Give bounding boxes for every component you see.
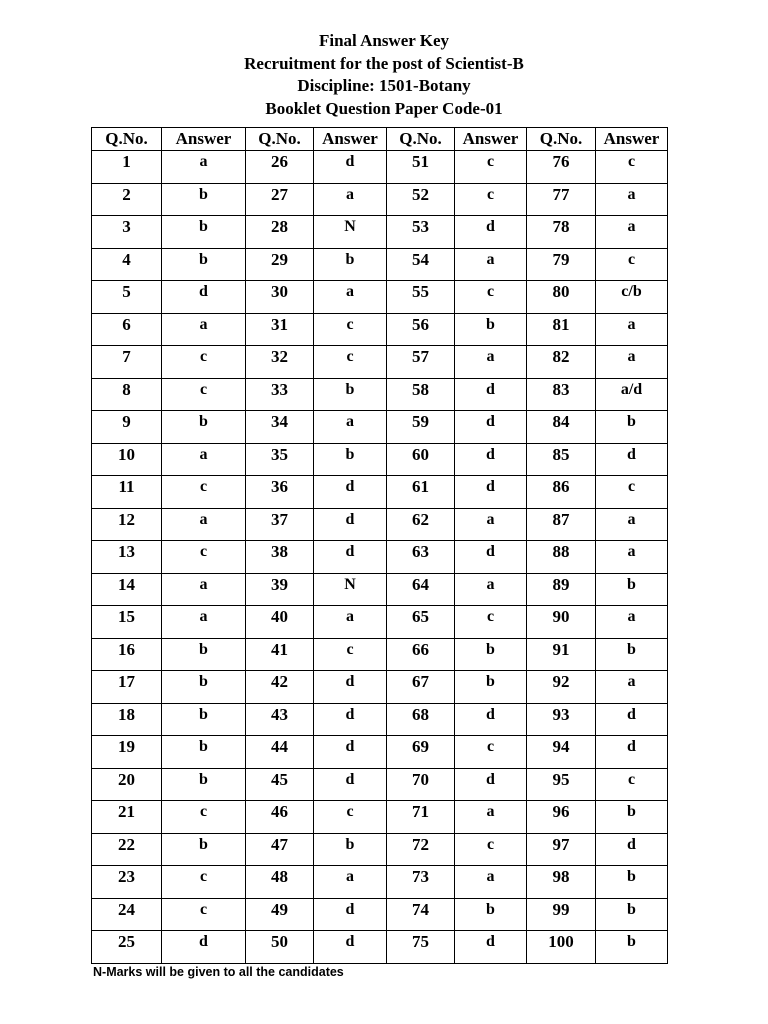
answer-cell: N (314, 216, 387, 249)
answer-cell: d (314, 151, 387, 184)
question-number-cell: 8 (92, 378, 162, 411)
question-number-cell: 58 (387, 378, 455, 411)
answer-cell: d (455, 931, 527, 964)
answer-cell: a (455, 866, 527, 899)
table-row (92, 671, 668, 704)
answer-cell: a (162, 573, 246, 606)
answer-cell: d (314, 931, 387, 964)
question-number-cell: 73 (387, 866, 455, 899)
question-number-cell: 31 (246, 313, 314, 346)
question-number-cell: 72 (387, 833, 455, 866)
answer-cell: d (455, 378, 527, 411)
answer-cell: d (596, 833, 668, 866)
answer-cell: c (162, 378, 246, 411)
question-number-cell: 91 (527, 638, 596, 671)
doc-title: Final Answer Key (318, 31, 450, 50)
answer-cell: b (596, 801, 668, 834)
question-number-cell: 77 (527, 183, 596, 216)
answer-cell: c (596, 476, 668, 509)
answer-cell: d (314, 768, 387, 801)
answer-cell: d (596, 443, 668, 476)
answer-cell: d (455, 411, 527, 444)
question-number-cell: 87 (527, 508, 596, 541)
question-number-cell: 15 (92, 606, 162, 639)
answer-cell: a (162, 443, 246, 476)
answer-cell: a (314, 281, 387, 314)
table-row (92, 248, 668, 281)
question-number-cell: 39 (246, 573, 314, 606)
answer-cell: c (162, 541, 246, 574)
answer-cell: a (314, 411, 387, 444)
answer-cell: c (162, 346, 246, 379)
question-number-cell: 62 (387, 508, 455, 541)
answer-column-header: Answer (455, 128, 527, 151)
answer-cell: c (596, 768, 668, 801)
answer-cell: b (162, 638, 246, 671)
question-number-cell: 1 (92, 151, 162, 184)
question-number-cell: 76 (527, 151, 596, 184)
question-number-cell: 18 (92, 703, 162, 736)
question-number-cell: 20 (92, 768, 162, 801)
question-number-cell: 43 (246, 703, 314, 736)
question-number-cell: 42 (246, 671, 314, 704)
table-row (92, 508, 668, 541)
answer-cell: c (314, 638, 387, 671)
answer-cell: d (455, 768, 527, 801)
question-number-cell: 5 (92, 281, 162, 314)
answer-cell: c (162, 898, 246, 931)
answer-cell: c (162, 476, 246, 509)
question-number-cell: 84 (527, 411, 596, 444)
qno-column-header: Q.No. (527, 128, 596, 151)
table-row (92, 443, 668, 476)
answer-cell: d (314, 541, 387, 574)
question-number-cell: 11 (92, 476, 162, 509)
answer-cell: c (596, 151, 668, 184)
answer-cell: b (162, 411, 246, 444)
answer-cell: a (314, 866, 387, 899)
question-number-cell: 100 (527, 931, 596, 964)
question-number-cell: 13 (92, 541, 162, 574)
question-number-cell: 26 (246, 151, 314, 184)
question-number-cell: 94 (527, 736, 596, 769)
table-row (92, 378, 668, 411)
answer-cell: b (596, 638, 668, 671)
answer-cell: c (314, 801, 387, 834)
table-row (92, 866, 668, 899)
answer-cell: b (162, 736, 246, 769)
question-number-cell: 38 (246, 541, 314, 574)
table-row (92, 411, 668, 444)
recruitment-line: Recruitment for the post of Scientist-B (244, 53, 524, 73)
question-number-cell: 21 (92, 801, 162, 834)
answer-cell: b (596, 573, 668, 606)
answer-cell: c (455, 151, 527, 184)
question-number-cell: 9 (92, 411, 162, 444)
question-number-cell: 19 (92, 736, 162, 769)
answer-cell: d (314, 898, 387, 931)
question-number-cell: 27 (246, 183, 314, 216)
answer-cell: d (314, 703, 387, 736)
answer-cell: b (455, 671, 527, 704)
answer-cell: a (162, 151, 246, 184)
table-row (92, 768, 668, 801)
answer-cell: d (455, 703, 527, 736)
question-number-cell: 50 (246, 931, 314, 964)
question-number-cell: 33 (246, 378, 314, 411)
answer-cell: d (455, 216, 527, 249)
table-row (92, 703, 668, 736)
question-number-cell: 64 (387, 573, 455, 606)
answer-cell: b (162, 703, 246, 736)
question-number-cell: 23 (92, 866, 162, 899)
question-number-cell: 89 (527, 573, 596, 606)
answer-cell: b (596, 931, 668, 964)
answer-cell: a (596, 671, 668, 704)
answer-cell: b (314, 378, 387, 411)
answer-cell: a (314, 606, 387, 639)
question-number-cell: 83 (527, 378, 596, 411)
question-number-cell: 44 (246, 736, 314, 769)
table-row (92, 151, 668, 184)
table-row (92, 541, 668, 574)
question-number-cell: 97 (527, 833, 596, 866)
question-number-cell: 52 (387, 183, 455, 216)
question-number-cell: 70 (387, 768, 455, 801)
question-number-cell: 30 (246, 281, 314, 314)
answer-cell: b (596, 411, 668, 444)
table-row (92, 573, 668, 606)
question-number-cell: 3 (92, 216, 162, 249)
answer-column-header: Answer (314, 128, 387, 151)
answer-cell: N (314, 573, 387, 606)
table-row (92, 281, 668, 314)
answer-cell: d (596, 736, 668, 769)
question-number-cell: 45 (246, 768, 314, 801)
answer-cell: c (162, 866, 246, 899)
answer-cell: b (162, 248, 246, 281)
question-number-cell: 51 (387, 151, 455, 184)
question-number-cell: 56 (387, 313, 455, 346)
question-number-cell: 22 (92, 833, 162, 866)
answer-cell: c (314, 346, 387, 379)
question-number-cell: 99 (527, 898, 596, 931)
qno-column-header: Q.No. (92, 128, 162, 151)
answer-cell: a (596, 541, 668, 574)
question-number-cell: 98 (527, 866, 596, 899)
answer-cell: a (596, 216, 668, 249)
question-number-cell: 49 (246, 898, 314, 931)
question-number-cell: 81 (527, 313, 596, 346)
question-number-cell: 6 (92, 313, 162, 346)
question-number-cell: 71 (387, 801, 455, 834)
answer-column-header: Answer (162, 128, 246, 151)
question-number-cell: 74 (387, 898, 455, 931)
question-number-cell: 10 (92, 443, 162, 476)
booklet-code-line: Booklet Question Paper Code-01 (265, 98, 503, 118)
question-number-cell: 69 (387, 736, 455, 769)
answer-cell: c (455, 833, 527, 866)
question-number-cell: 14 (92, 573, 162, 606)
answer-cell: c (455, 606, 527, 639)
answer-cell: a (596, 508, 668, 541)
table-row (92, 898, 668, 931)
table-row (92, 216, 668, 249)
answer-cell: d (162, 931, 246, 964)
answer-cell: b (596, 866, 668, 899)
question-number-cell: 65 (387, 606, 455, 639)
table-row (92, 476, 668, 509)
question-number-cell: 25 (92, 931, 162, 964)
answer-cell: d (455, 443, 527, 476)
answer-cell: c (455, 183, 527, 216)
header-row (92, 128, 668, 151)
answer-cell: a (455, 346, 527, 379)
question-number-cell: 41 (246, 638, 314, 671)
answer-cell: b (162, 833, 246, 866)
question-number-cell: 63 (387, 541, 455, 574)
answer-cell: c (162, 801, 246, 834)
table-row (92, 801, 668, 834)
question-number-cell: 54 (387, 248, 455, 281)
question-number-cell: 55 (387, 281, 455, 314)
question-number-cell: 85 (527, 443, 596, 476)
answer-cell: c (455, 736, 527, 769)
table-row (92, 313, 668, 346)
question-number-cell: 67 (387, 671, 455, 704)
question-number-cell: 46 (246, 801, 314, 834)
answer-cell: b (596, 898, 668, 931)
question-number-cell: 47 (246, 833, 314, 866)
answer-cell: b (162, 768, 246, 801)
footnote: N-Marks will be given to all the candidates (93, 965, 344, 979)
question-number-cell: 16 (92, 638, 162, 671)
qno-column-header: Q.No. (246, 128, 314, 151)
question-number-cell: 53 (387, 216, 455, 249)
answer-cell: a (596, 183, 668, 216)
question-number-cell: 79 (527, 248, 596, 281)
answer-cell: c (314, 313, 387, 346)
question-number-cell: 60 (387, 443, 455, 476)
answer-rows (92, 151, 668, 964)
question-number-cell: 28 (246, 216, 314, 249)
question-number-cell: 34 (246, 411, 314, 444)
question-number-cell: 7 (92, 346, 162, 379)
question-number-cell: 40 (246, 606, 314, 639)
answer-cell: c (455, 281, 527, 314)
answer-cell: b (314, 833, 387, 866)
answer-cell: a/d (596, 378, 668, 411)
answer-cell: b (314, 443, 387, 476)
question-number-cell: 68 (387, 703, 455, 736)
answer-key-table (91, 127, 668, 964)
answer-cell: d (455, 476, 527, 509)
question-number-cell: 57 (387, 346, 455, 379)
answer-cell: d (596, 703, 668, 736)
question-number-cell: 2 (92, 183, 162, 216)
table-row (92, 638, 668, 671)
question-number-cell: 29 (246, 248, 314, 281)
answer-cell: b (162, 671, 246, 704)
answer-cell: b (162, 183, 246, 216)
discipline-line: Discipline: 1501-Botany (297, 76, 471, 95)
answer-cell: b (455, 898, 527, 931)
question-number-cell: 4 (92, 248, 162, 281)
answer-cell: b (162, 216, 246, 249)
answer-column-header: Answer (596, 128, 668, 151)
question-number-cell: 48 (246, 866, 314, 899)
question-number-cell: 32 (246, 346, 314, 379)
question-number-cell: 24 (92, 898, 162, 931)
question-number-cell: 80 (527, 281, 596, 314)
answer-cell: d (162, 281, 246, 314)
question-number-cell: 36 (246, 476, 314, 509)
answer-cell: d (314, 508, 387, 541)
question-number-cell: 86 (527, 476, 596, 509)
table-row (92, 183, 668, 216)
document-header (0, 30, 768, 120)
question-number-cell: 37 (246, 508, 314, 541)
question-number-cell: 35 (246, 443, 314, 476)
answer-cell: d (314, 671, 387, 704)
answer-cell: a (162, 508, 246, 541)
question-number-cell: 17 (92, 671, 162, 704)
answer-cell: b (455, 313, 527, 346)
question-number-cell: 78 (527, 216, 596, 249)
answer-cell: d (455, 541, 527, 574)
question-number-cell: 96 (527, 801, 596, 834)
table-row (92, 736, 668, 769)
question-number-cell: 88 (527, 541, 596, 574)
answer-cell: a (596, 346, 668, 379)
answer-cell: c/b (596, 281, 668, 314)
answer-cell: a (314, 183, 387, 216)
answer-cell: a (162, 606, 246, 639)
question-number-cell: 61 (387, 476, 455, 509)
question-number-cell: 95 (527, 768, 596, 801)
question-number-cell: 92 (527, 671, 596, 704)
answer-cell: a (596, 313, 668, 346)
table-row (92, 833, 668, 866)
answer-cell: a (162, 313, 246, 346)
table-row (92, 931, 668, 964)
question-number-cell: 93 (527, 703, 596, 736)
answer-cell: a (455, 573, 527, 606)
answer-cell: b (314, 248, 387, 281)
answer-cell: a (455, 248, 527, 281)
answer-cell: c (596, 248, 668, 281)
answer-cell: a (455, 508, 527, 541)
question-number-cell: 66 (387, 638, 455, 671)
question-number-cell: 90 (527, 606, 596, 639)
question-number-cell: 12 (92, 508, 162, 541)
question-number-cell: 82 (527, 346, 596, 379)
answer-cell: a (455, 801, 527, 834)
answer-cell: a (596, 606, 668, 639)
answer-cell: d (314, 476, 387, 509)
answer-cell: d (314, 736, 387, 769)
question-number-cell: 75 (387, 931, 455, 964)
table-row (92, 606, 668, 639)
qno-column-header: Q.No. (387, 128, 455, 151)
question-number-cell: 59 (387, 411, 455, 444)
table-row (92, 346, 668, 379)
answer-cell: b (455, 638, 527, 671)
